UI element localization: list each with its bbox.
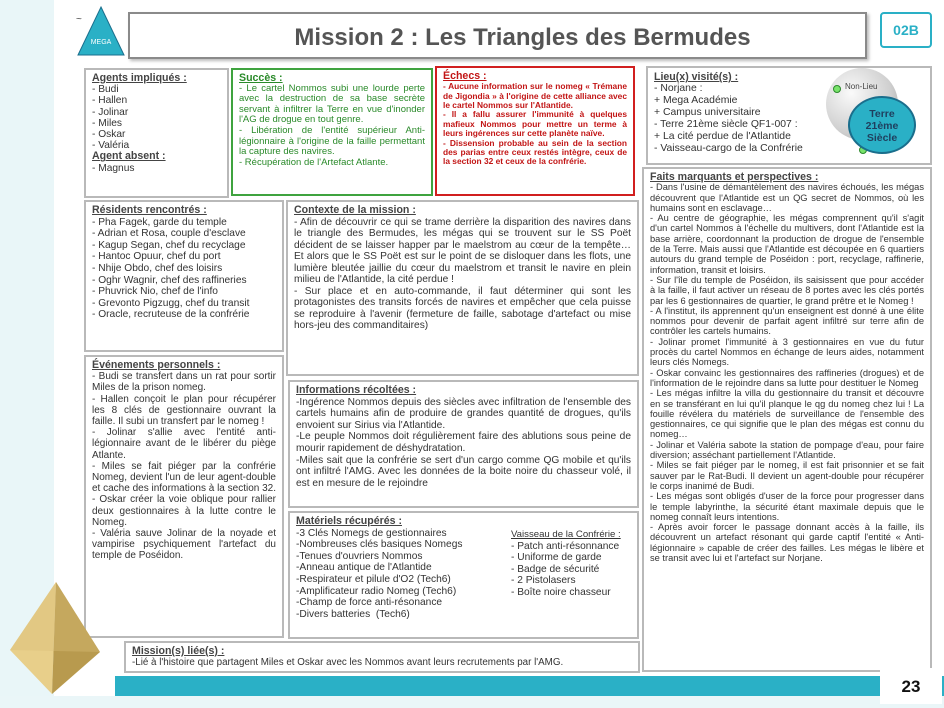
- non-lieu-label: Non-Lieu: [845, 82, 878, 91]
- place-item: + Mega Académie: [654, 95, 738, 106]
- equipment-columns: [296, 516, 631, 620]
- context-line: - Sur place et en auto-commande, il faut déterminer qui sont les protagonistes des transits forcés de navires et empêcher que cela puisse se reproduire à l'avenir (fermeture de faille, sabotage d'artefact ou mise hors-jeu des commanditaires): [294, 285, 634, 331]
- place-item: + Campus universitaire: [654, 107, 761, 118]
- tilde-mark: ~: [76, 14, 82, 25]
- places-heading: Lieu(x) visité(s) :: [654, 71, 739, 83]
- agent-item: - Oskar: [92, 129, 126, 141]
- agent-item: - Hallen: [92, 95, 128, 107]
- key-facts-heading: Faits marquants et perspectives :: [650, 171, 819, 183]
- fact-line: - Après avoir forcer le passage donnant accès à la faille, ils découvrent un artefact résonant qui garde captif l'entité « Anti-légionnaire » capable de créer des failles. Les mégas le libère et se transit avec lui et l'artefact sur Norjane.: [650, 522, 927, 563]
- failure-heading: Échecs :: [443, 70, 487, 82]
- event-line: - Miles se fait piéger par la confrérie Nomeg, devient l'un de leur agent-double et cache des informations à la section 32.: [92, 460, 279, 495]
- fact-line: - Miles se fait piéger par le nomeg, il est fait prisonnier et se fait sauver par le Rat-Budi. Il devient un agent-double pour récupérer le corps inanimé de Budi.: [650, 460, 927, 491]
- equipment-item: -3 Clés Nomegs de gestionnaires: [296, 527, 447, 539]
- golden-pyramid-icon: [4, 580, 104, 696]
- information-heading: Informations récoltées :: [296, 384, 417, 396]
- equipment-item: -Respirateur et pilule d'O2 (Tech6): [296, 573, 451, 585]
- mega-logo-icon: [76, 5, 126, 57]
- mission-code-badge: 02B: [880, 12, 932, 48]
- ship-item: - 2 Pistolasers: [511, 575, 576, 587]
- equipment-column: [296, 516, 501, 620]
- ship-item: - Uniforme de garde: [511, 552, 602, 564]
- event-line: - Hallen conçoit le plan pour récupérer les 8 clés de gestionnaire ouvrant la faille. Il subi un transfert par le nomeg !: [92, 393, 279, 428]
- footer-bar: [115, 676, 944, 696]
- resident-item: - Grevonto Pigzugg, chef du transit: [92, 297, 250, 309]
- resident-item: - Phuvrick Nio, chef de l'info: [92, 286, 218, 298]
- information-box: [288, 380, 639, 508]
- residents-box: [84, 200, 284, 352]
- fact-line: - Jolinar et Valéria sabote la station de pompage d'eau, pour faire diversion; asséchant partiellement l'Atlantide.: [650, 439, 927, 461]
- resident-item: - Pha Fagek, garde du temple: [92, 216, 227, 228]
- equipment-item: -Amplificateur radio Nomeg (Tech6): [296, 585, 457, 597]
- equipment-heading: Matériels récupérés :: [296, 515, 402, 527]
- context-box: [286, 200, 639, 376]
- residents-heading: Résidents rencontrés :: [92, 204, 207, 216]
- fact-line: - Jolinar promet l'immunité à 3 gestionnaires en vue du futur procès du cartel Nommos en échange de leurs aides, notamment leurs clés Nomegs.: [650, 336, 927, 368]
- bubble-line: 21ème: [865, 120, 899, 132]
- place-item: + La cité perdue de l'Atlantide: [654, 131, 791, 142]
- fact-line: - Au centre de géographie, les mégas comprennent qu'il s'agit d'un cartel Nommos à l'échelle du multivers, dont l'Atlantide est la base arrière, coordonnant la production de drogue de l'ensemble de la Terre. Mais aussi que l'Atlantide est découpée en 6 quartiers autours du grand temple de Poséidon : port, recyclage, raffinerie, information, transit et loisirs.: [650, 213, 927, 275]
- information-line: -Le peuple Nommos doit régulièrement faire des ablutions sous peine de mourir rapidement de déshydratation.: [296, 431, 634, 454]
- absent-item: - Magnus: [92, 162, 135, 174]
- equipment-item: -Tenues d'ouvriers Nommos: [296, 550, 423, 562]
- key-facts-box: [642, 167, 932, 672]
- success-box: [231, 68, 433, 196]
- failure-line: - Il a fallu assurer l'immunité à quelques mafieux Nommos pour mettre un terme à leurs ingérences sur cette planète naïve.: [443, 109, 630, 139]
- ship-item: - Boîte noire chasseur: [511, 586, 611, 598]
- fact-line: - Les mégas sont obligés d'user de la force pour progresser dans le temple labyrinthe, la sécurité étant maximale depuis que le nomeg connaît leurs intentions.: [650, 491, 927, 522]
- fact-line: - Sur l'île du temple de Poséidon, ils saisissent que pour accéder à la faille, il faut activer un réseau de 8 portes avec les clés portés par les 6 gestionnaires de quartier, le grand prêtre et le Nomeg !: [650, 274, 927, 306]
- context-line: - Afin de découvrir ce qui se trame derrière la disparition des navires dans le triangle des Bermudes, les mégas qui se trouvent sur le SS Poët décident de se laisser happer par le maelstrom au cœur de la tempête… Et alors que le SS Poët est sur le point de se disloquer dans les flots, une lumière bleutée jaillie du cœur du maelstrom et transit le navire en plein milieu de l'Atlantide, la cité perdue !: [294, 216, 634, 285]
- agent-item: - Budi: [92, 84, 119, 96]
- events-heading: Événements personnels :: [92, 359, 221, 371]
- ship-item: - Patch anti-résonnance: [511, 540, 620, 552]
- equipment-item: -Champ de force anti-résonance: [296, 597, 443, 609]
- equipment-item: -Anneau antique de l'Atlantide: [296, 562, 432, 574]
- footer-bar-light: [0, 696, 944, 708]
- event-line: - Oskar créer la voie oblique pour rallier deux gestionnaires à la lutte contre le Nomeg.: [92, 494, 279, 528]
- resident-item: - Adrian et Rosa, couple d'esclave: [92, 228, 246, 240]
- place-item: - Norjane :: [654, 83, 703, 94]
- resident-item: - Nhije Obdo, chef des loisirs: [92, 262, 223, 274]
- page-number: 23: [880, 668, 942, 704]
- fact-line: - Oskar convainc les gestionnaires des raffineries (drogues) et de l'information de le rejoindre dans sa lutte pour destituer le Nomeg: [650, 367, 927, 388]
- ship-heading: Vaisseau de la Confrérie :: [511, 529, 621, 540]
- success-heading: Succès :: [239, 72, 283, 84]
- personal-events-box: [84, 355, 284, 638]
- fact-line: - A l'institut, ils apprennent qu'un enseignent est donné à une élite nommos pour devenir de parfait agent infiltré sur terre afin de contrôler les cartels humains.: [650, 305, 927, 337]
- event-line: - Jolinar s'allie avec l'entité anti-légionnaire avant de le libérer du piège Atlante.: [92, 427, 279, 461]
- linked-missions-heading: Mission(s) liée(s) :: [132, 645, 225, 657]
- ship-column: [511, 516, 631, 620]
- agent-item: - Jolinar: [92, 106, 129, 118]
- agents-heading: Agents impliqués :: [92, 72, 187, 84]
- title-box: [128, 12, 867, 59]
- absent-heading: Agent absent :: [92, 150, 166, 163]
- map-marker-icon: [833, 85, 841, 93]
- equipment-box: [288, 511, 639, 639]
- failure-box: [435, 66, 635, 196]
- place-item: - Vaisseau-cargo de la Confrérie: [654, 143, 803, 154]
- event-line: - Valéria sauve Jolinar de la noyade et vampirise psychiquement l'artefact du temple de Poséidon.: [92, 528, 279, 562]
- resident-item: - Hantoc Opuur, chef du port: [92, 251, 221, 263]
- equipment-item: -Nombreuses clés basiques Nomegs: [296, 539, 463, 551]
- logo-text: MEGA: [90, 39, 112, 46]
- resident-item: - Oracle, recruteuse de la confrérie: [92, 309, 250, 321]
- equipment-item: -Divers batteries (Tech6): [296, 608, 410, 620]
- information-line: -Miles sait que la confrérie se sert d'un cargo comme QG mobile et qu'ils ont infiltré l'AMG. Avec les données de la boite noire du chasseur volé, il est en mesure de le rejoindre: [296, 454, 634, 489]
- context-heading: Contexte de la mission :: [294, 204, 416, 216]
- information-line: -Ingérence Nommos depuis des siècles avec infiltration de l'ensemble des cartels humains afin de produire de grandes quantité de drogues, qu'ils envoient sur Sirius via l'Atlantide.: [296, 396, 634, 431]
- agent-item: - Valéria: [92, 140, 130, 152]
- linked-missions-box: [124, 641, 640, 673]
- earth-21-bubble: [848, 96, 916, 154]
- resident-item: - Kagup Segan, chef du recyclage: [92, 239, 246, 251]
- failure-line: - Aucune information sur le nomeg « Trémane de Jigondia » à l'origine de cette alliance avec le cartel Nommos sur l'Atlantide.: [443, 81, 630, 110]
- success-line: - Libération de l'entité supérieur Anti-légionnaire à l'origine de la faille permettant la capture des navires.: [239, 124, 428, 158]
- fact-line: - Dans l'usine de démantèlement des navires échoués, les mégas découvrent que l'Atlantide est un QG secret de Nommos, où les humains sont en esclavage…: [650, 182, 927, 213]
- bubble-line: Terre: [869, 108, 895, 120]
- page-title: Mission 2 : Les Triangles des Bermudes: [294, 24, 751, 51]
- agents-box: [84, 68, 229, 198]
- place-item: - Terre 21ème siècle QF1-007 :: [654, 119, 798, 130]
- fact-line: - Les mégas infiltre la villa du gestionnaire du transit et découvre en se transférant en lui qu'il planque le qg du nomeg chez lui ! La fouille révélera du matériels de surveillance de l'ensemble des gestionnaires, ce qui signifie que le plan des mégas est connu du nomeg…: [650, 388, 927, 440]
- linked-mission-line: -Lié à l'histoire que partagent Miles et Oskar avec les Nommos avant leurs recrutements par l'AMG.: [132, 657, 564, 668]
- success-line: - Le cartel Nommos subi une lourde perte avec la destruction de sa base secrète servant à infiltrer la Terre en vue d'inonder l'AG de drogue en tout genre.: [239, 82, 428, 126]
- bubble-line: Siècle: [866, 132, 898, 144]
- event-line: - Budi se transfert dans un rat pour sortir Miles de la prison nomeg.: [92, 371, 279, 394]
- agent-item: - Miles: [92, 117, 122, 129]
- failure-line: - Dissension probable au sein de la section des parias entre ceux restés intègre, ceux de la section 32 et ceux de la confrérie.: [443, 137, 630, 167]
- resident-item: - Oghr Wagnir, chef des raffineries: [92, 274, 247, 286]
- ship-item: - Badge de sécurité: [511, 563, 600, 575]
- success-line: - Récupération de l'Artefact Atlante.: [239, 156, 389, 168]
